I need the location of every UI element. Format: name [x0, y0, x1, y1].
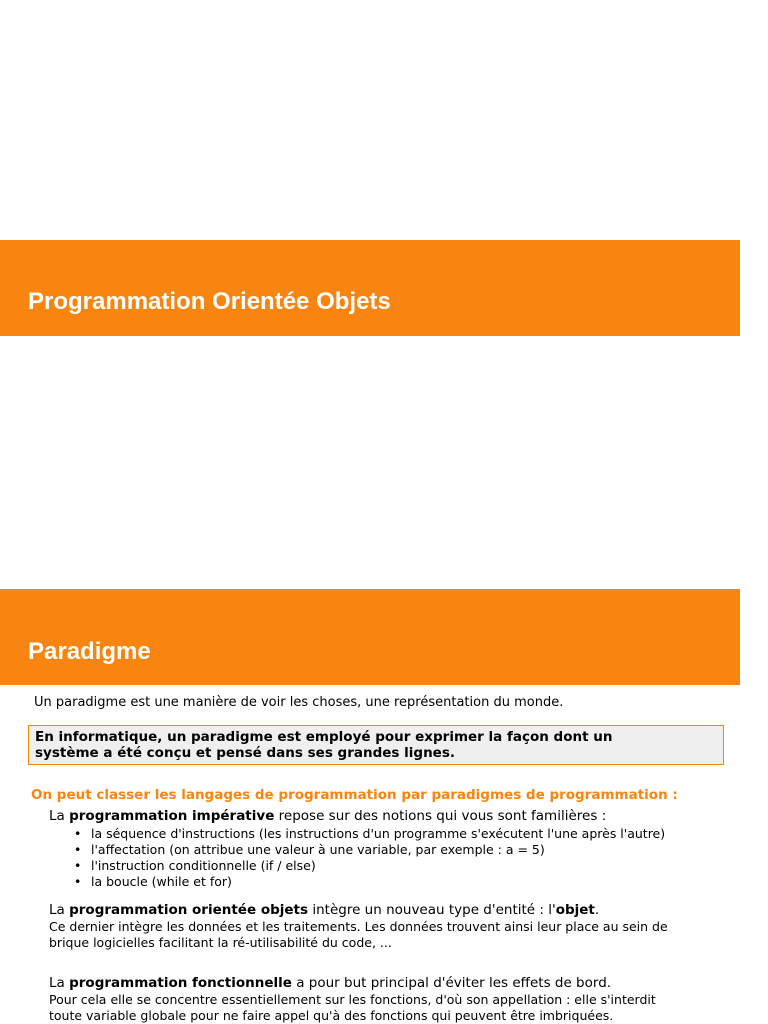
- list-item: • l'instruction conditionnelle (if / else): [72, 858, 665, 874]
- definition-line-2: système a été conçu et pensé dans ses grandes lignes.: [35, 745, 456, 761]
- description-line: Pour cela elle se concentre essentiellement sur les fonctions, d'où son appellation : elle s'interdit: [49, 992, 656, 1007]
- functional-description: [49, 992, 656, 1024]
- list-item: • l'affectation (on attribue une valeur à une variable, par exemple : a = 5): [72, 842, 665, 858]
- object-term: objet: [555, 902, 595, 918]
- classification-heading: On peut classer les langages de programmation par paradigmes de programmation :: [31, 787, 678, 803]
- slide-title: Programmation Orientée Objets: [28, 288, 391, 315]
- lead-prefix: La: [49, 902, 70, 918]
- list-item: • la séquence d'instructions (les instructions d'un programme s'exécutent l'une après l'autre): [72, 826, 665, 842]
- lead-prefix: La: [49, 808, 70, 824]
- object-description: [49, 919, 668, 951]
- imperative-lead: [49, 808, 606, 824]
- object-programming-term: programmation orientée objets: [69, 902, 309, 918]
- description-line: toute variable globale pour ne faire appel qu'à des fonctions qui peuvent être imbriquées.: [49, 1008, 614, 1023]
- section-banner: [0, 589, 740, 685]
- description-line: brique logicielles facilitant la ré-utilisabilité du code, ...: [49, 935, 392, 950]
- functional-term: programmation fonctionnelle: [69, 975, 292, 991]
- lead-suffix: a pour but principal d'éviter les effets de bord.: [291, 975, 612, 991]
- lead-end: .: [594, 902, 600, 918]
- lead-prefix: La: [49, 975, 70, 991]
- functional-lead: [49, 975, 611, 991]
- imperative-list: [72, 826, 665, 890]
- description-line: Ce dernier intègre les données et les traitements. Les données trouvent ainsi leur place au sein de: [49, 919, 668, 934]
- title-banner: [0, 240, 740, 336]
- lead-middle: intègre un nouveau type d'entité : l': [308, 902, 556, 918]
- list-item: • la boucle (while et for): [72, 874, 665, 890]
- definition-box: [28, 725, 724, 765]
- intro-text: Un paradigme est une manière de voir les choses, une représentation du monde.: [34, 695, 564, 710]
- imperative-term: programmation impérative: [69, 808, 275, 824]
- object-lead: [49, 902, 599, 918]
- section-title: Paradigme: [28, 638, 151, 665]
- lead-suffix: repose sur des notions qui vous sont familières :: [274, 808, 607, 824]
- definition-line-1: En informatique, un paradigme est employé pour exprimer la façon dont un: [35, 729, 613, 745]
